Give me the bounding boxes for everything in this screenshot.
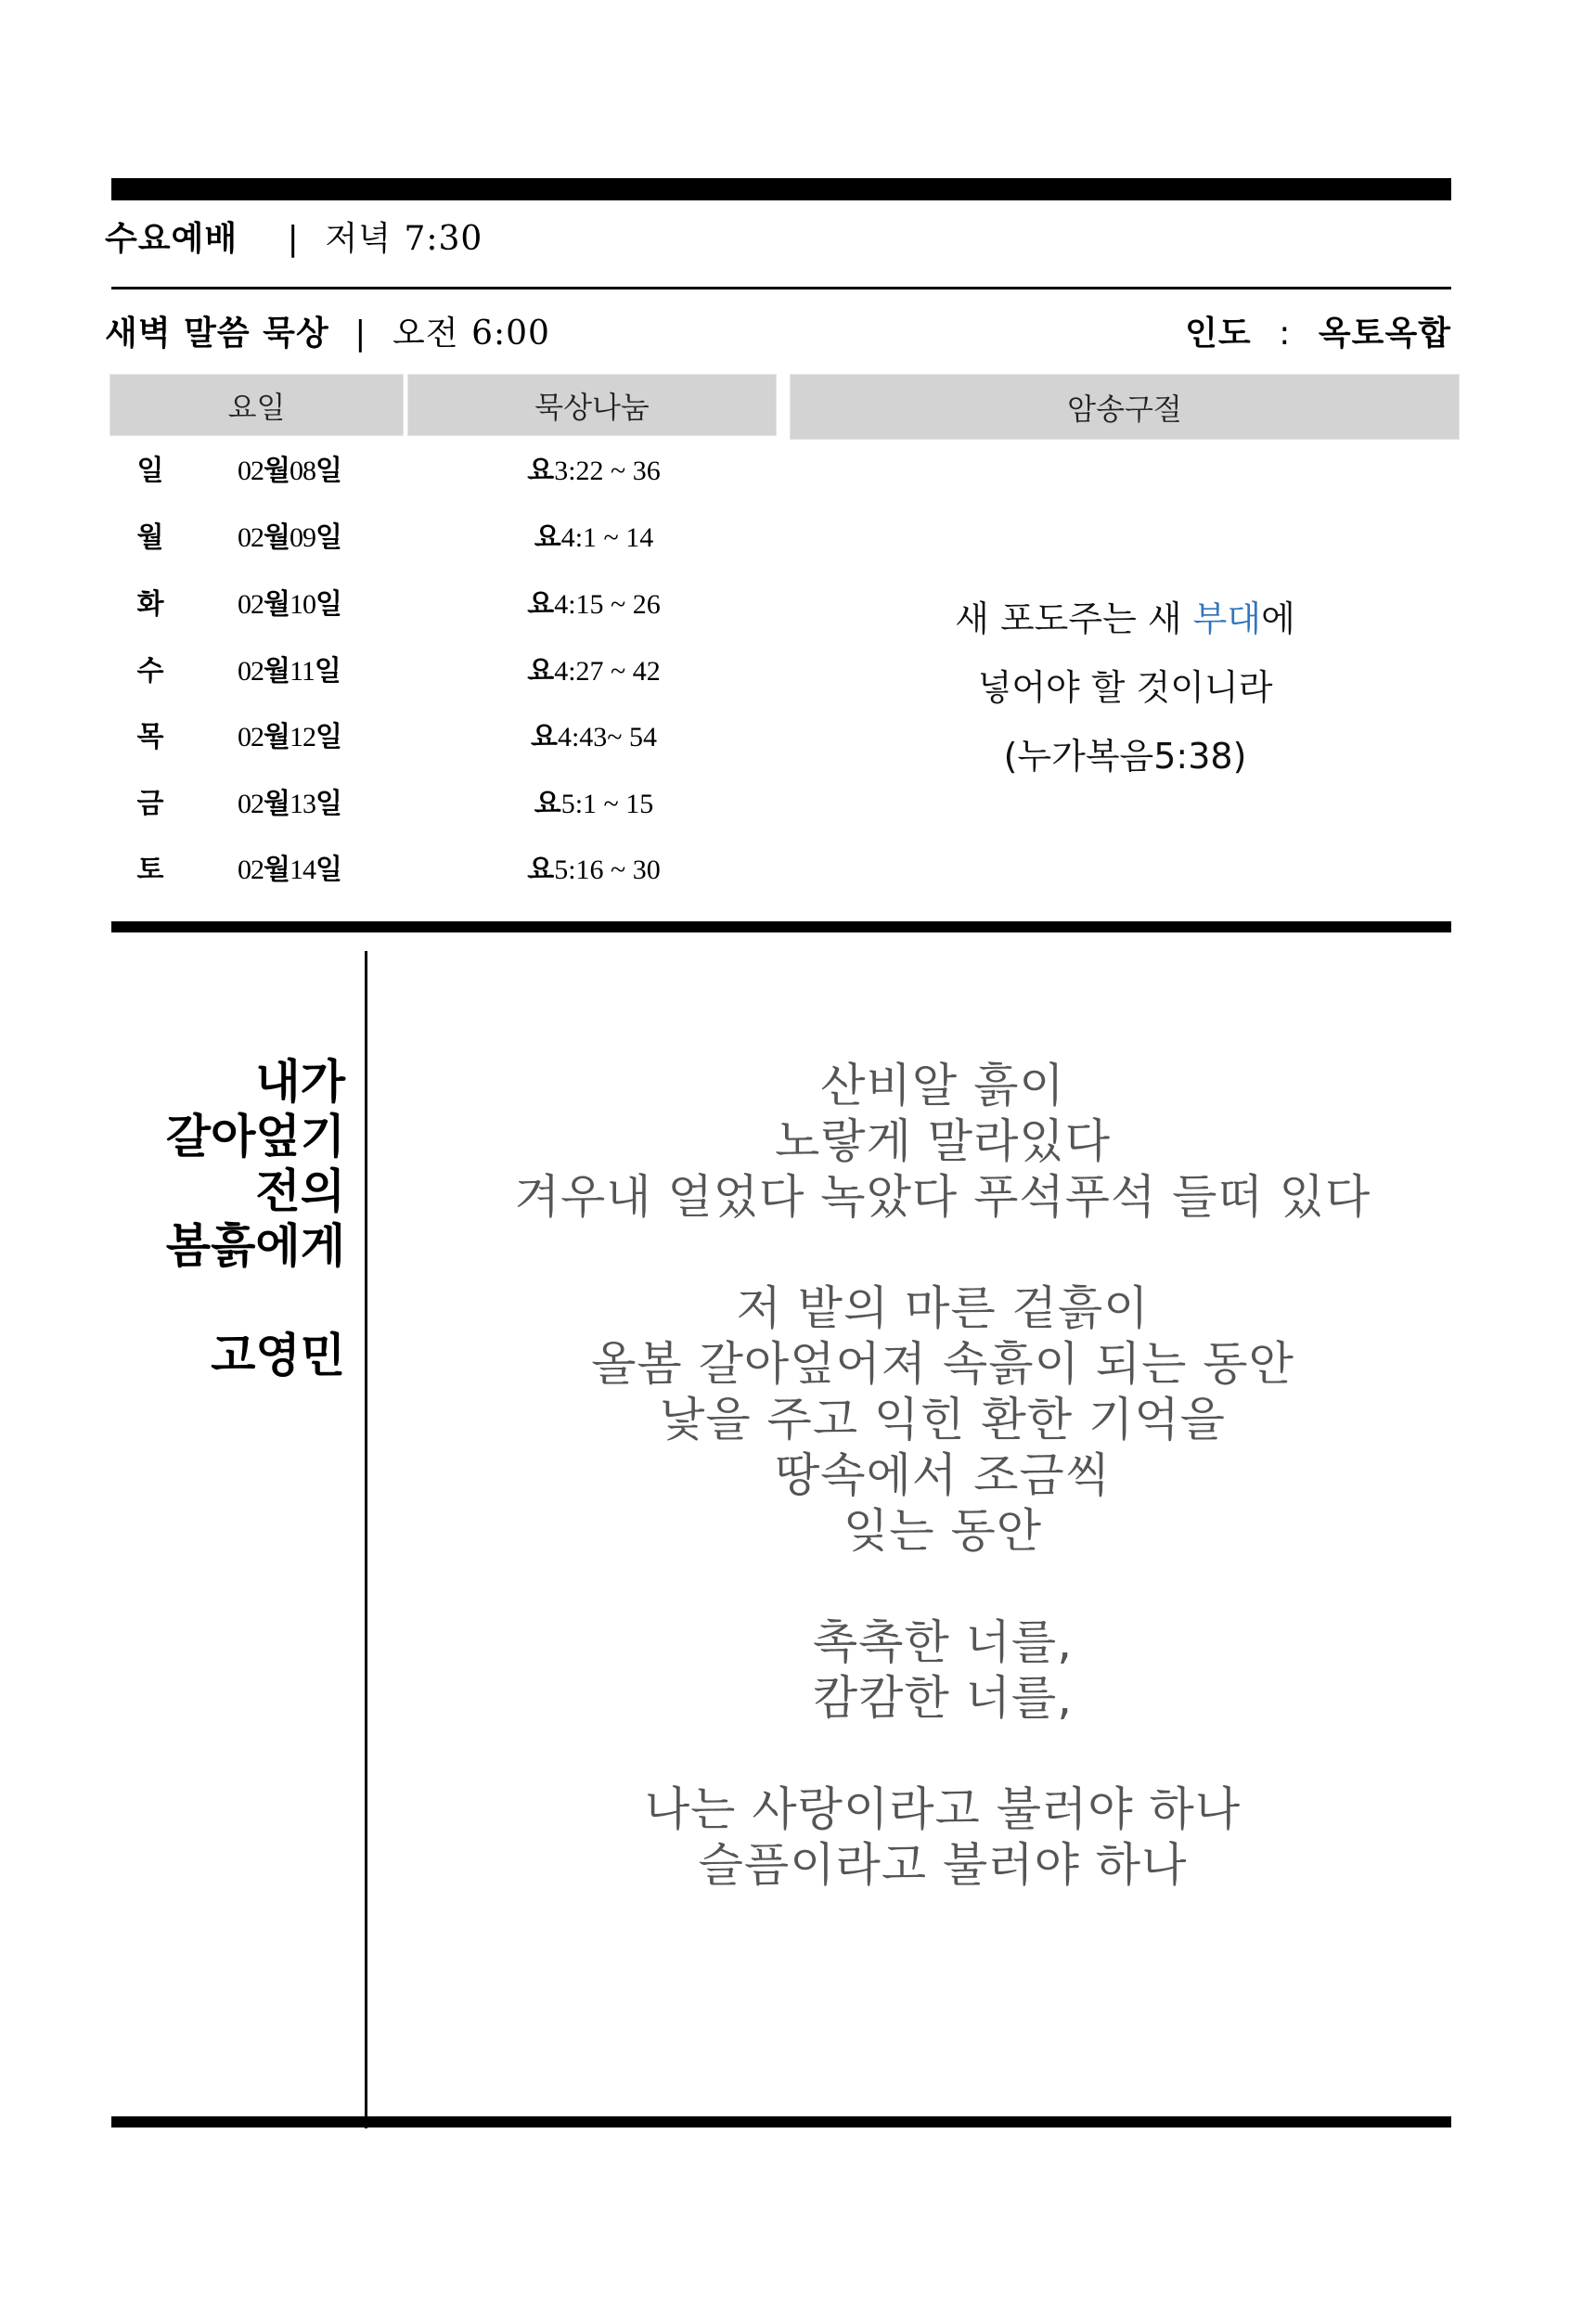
reading-cell: 요3:22 ~ 36 xyxy=(527,455,661,487)
poem-line: 올봄 갈아엎어져 속흙이 되는 동안 xyxy=(591,1337,1294,1391)
leader-name: 옥토옥합 xyxy=(1318,315,1451,353)
poem-line xyxy=(371,1559,1514,1614)
separator: | xyxy=(287,220,300,258)
poem-line: 캄캄한 너를, xyxy=(812,1671,1074,1725)
table-row xyxy=(0,586,798,623)
reading-cell: 요4:27 ~ 42 xyxy=(527,655,661,688)
header-reading-label: 묵상나눔 xyxy=(534,389,650,425)
date-cell: 02월14일 xyxy=(238,854,341,886)
memory-verse-line-2: 넣어야 할 것이니라 xyxy=(977,667,1273,708)
leader-label: 인도 xyxy=(1185,315,1252,353)
header-day xyxy=(109,374,404,436)
day-cell: 토 xyxy=(136,854,164,886)
table-row xyxy=(0,852,798,889)
day-cell: 수 xyxy=(136,655,164,688)
poem-title-line: 전의 xyxy=(255,1164,345,1218)
wednesday-service-header xyxy=(105,221,483,258)
memory-verse-highlight: 부대 xyxy=(1192,598,1262,639)
poem-line: 슬픔이라고 불러야 하나 xyxy=(698,1838,1188,1892)
wednesday-time: 7:30 xyxy=(404,220,483,258)
day-cell: 일 xyxy=(136,455,164,487)
poem-line: 저 밭의 마른 겉흙이 xyxy=(736,1281,1150,1335)
date-cell: 02월08일 xyxy=(238,455,341,487)
header-day-label: 요일 xyxy=(227,389,286,425)
table-row xyxy=(0,719,798,756)
poem-line: 촉촉한 너를, xyxy=(812,1615,1074,1669)
poem-title-line: 봄흙에게 xyxy=(165,1219,345,1273)
separator: | xyxy=(354,315,367,353)
date-cell: 02월09일 xyxy=(238,521,341,554)
wednesday-service-title: 수요예배 xyxy=(105,220,238,258)
leader-colon: : xyxy=(1279,315,1292,353)
memory-verse-line-1: 새 포도주는 새 부대에 xyxy=(955,598,1295,639)
header-memory-verse-label: 암송구절 xyxy=(1067,391,1182,427)
poem-line: 겨우내 얼었다 녹았다 푸석푸석 들떠 있다 xyxy=(514,1170,1371,1224)
day-cell: 금 xyxy=(136,788,164,820)
poem-line xyxy=(371,1726,1514,1781)
poem-line: 노랗게 말라있다 xyxy=(775,1114,1111,1168)
leader-info xyxy=(1185,315,1451,353)
memory-verse-reference: (누가복음5:38) xyxy=(1003,736,1247,777)
day-cell: 화 xyxy=(136,588,164,621)
reading-cell: 요5:1 ~ 15 xyxy=(534,788,654,820)
poem-author: 고영민 xyxy=(211,1329,345,1382)
poem-title-line: 내가 xyxy=(255,1055,345,1109)
section-divider xyxy=(111,287,1451,289)
date-cell: 02월12일 xyxy=(238,721,341,753)
table-row xyxy=(0,653,798,690)
table-row xyxy=(0,786,798,823)
poem-line xyxy=(371,1225,1514,1280)
poem-line: 산비알 흙이 xyxy=(820,1059,1065,1112)
wednesday-time-label: 저녁 xyxy=(325,220,392,258)
poem-title-line: 갈아엎기 xyxy=(165,1110,345,1163)
day-cell: 월 xyxy=(136,521,164,554)
date-cell: 02월10일 xyxy=(238,588,341,621)
dawn-time-label: 오전 xyxy=(392,315,459,353)
dawn-meditation-title: 새벽 말씀 묵상 xyxy=(105,315,329,353)
memory-verse xyxy=(793,585,1457,791)
header-memory-verse xyxy=(790,374,1460,440)
poem-line: 나는 사랑이라고 불러야 하나 xyxy=(644,1782,1242,1836)
table-bottom-rule xyxy=(111,921,1451,932)
top-rule xyxy=(111,178,1451,200)
poem-line: 낯을 주고 익힌 환한 기억을 xyxy=(660,1393,1226,1446)
table-row xyxy=(0,453,798,490)
reading-cell: 요4:1 ~ 14 xyxy=(534,521,654,554)
reading-cell: 요4:43~ 54 xyxy=(530,721,658,753)
reading-cell: 요5:16 ~ 30 xyxy=(527,854,661,886)
poem-line: 잊는 동안 xyxy=(843,1504,1043,1558)
day-cell: 목 xyxy=(136,721,164,753)
header-reading xyxy=(407,374,777,436)
bottom-rule xyxy=(111,2116,1451,2127)
dawn-meditation-header xyxy=(105,315,550,353)
dawn-time: 6:00 xyxy=(471,315,550,353)
reading-cell: 요4:15 ~ 26 xyxy=(527,588,661,621)
poem-title xyxy=(166,1055,345,1383)
poem-line: 땅속에서 조금씩 xyxy=(775,1448,1111,1502)
poem-body xyxy=(371,1058,1514,1893)
date-cell: 02월11일 xyxy=(238,655,341,688)
poem-vertical-divider xyxy=(365,951,367,2128)
date-cell: 02월13일 xyxy=(238,788,341,820)
table-row xyxy=(0,520,798,557)
